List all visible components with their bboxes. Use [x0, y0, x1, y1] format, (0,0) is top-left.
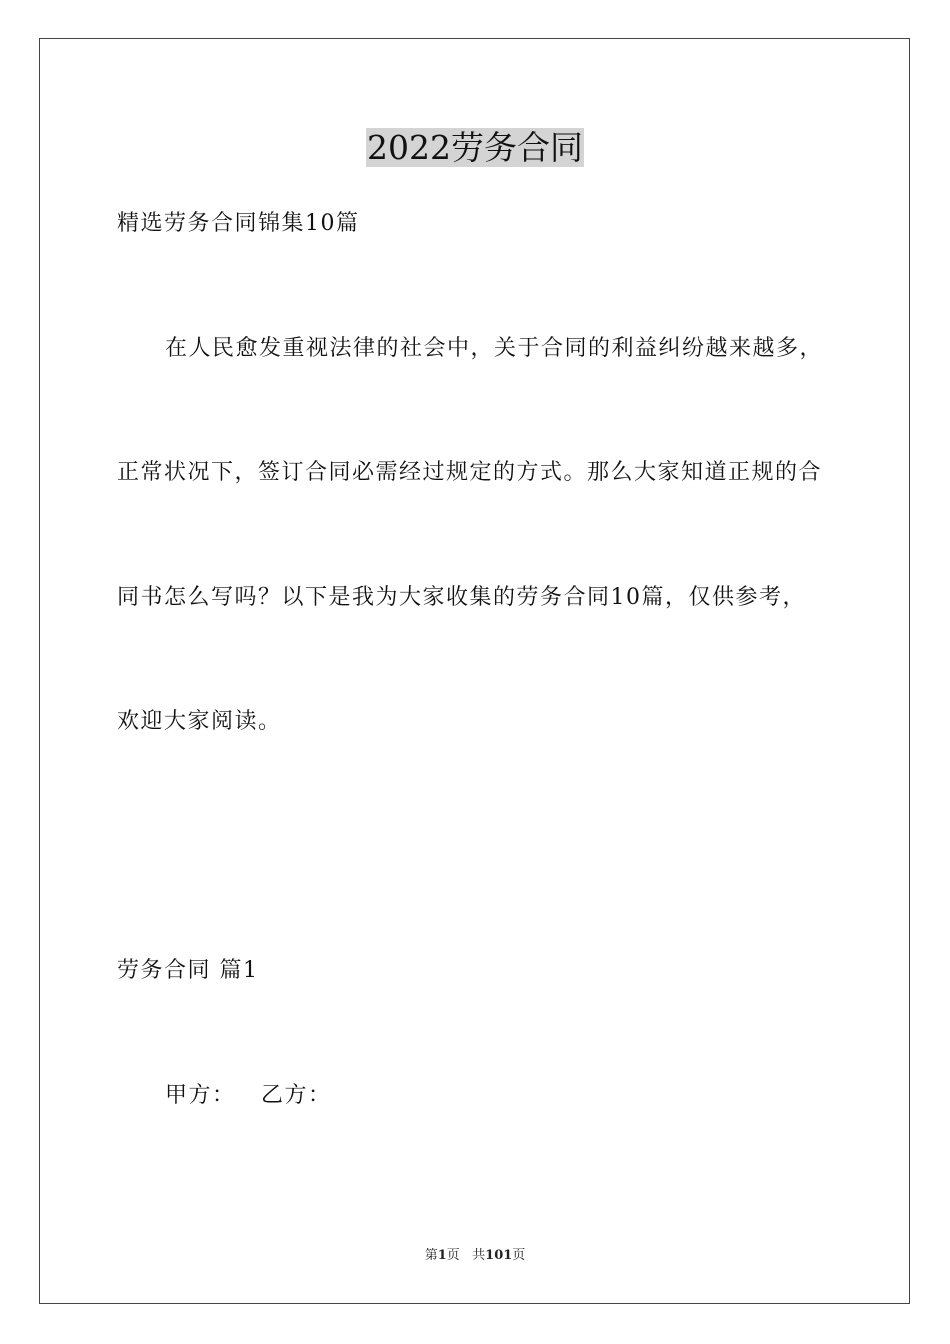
document-title	[0, 126, 950, 170]
document-title-text: 2022劳务合同	[367, 128, 583, 167]
intro-line: 正常状况下，签订合同必需经过规定的方式。那么大家知道正规的合	[117, 460, 823, 485]
footer-page-number: 1	[437, 1248, 447, 1263]
footer-middle: 页 共	[446, 1248, 486, 1263]
section-heading: 劳务合同 篇1	[117, 958, 259, 983]
footer-prefix: 第	[424, 1248, 438, 1263]
footer-suffix: 页	[512, 1248, 526, 1263]
document-subtitle: 精选劳务合同锦集10篇	[117, 211, 360, 236]
intro-line: 在人民愈发重视法律的社会中，关于合同的利益纠纷越来越多，	[165, 336, 824, 361]
intro-line: 欢迎大家阅读。	[117, 709, 282, 734]
parties-line: 甲方： 乙方：	[165, 1083, 332, 1108]
footer-total-pages: 101	[485, 1248, 513, 1263]
page-footer	[0, 1247, 950, 1265]
intro-line: 同书怎么写吗？以下是我为大家收集的劳务合同10篇，仅供参考，	[117, 585, 806, 610]
